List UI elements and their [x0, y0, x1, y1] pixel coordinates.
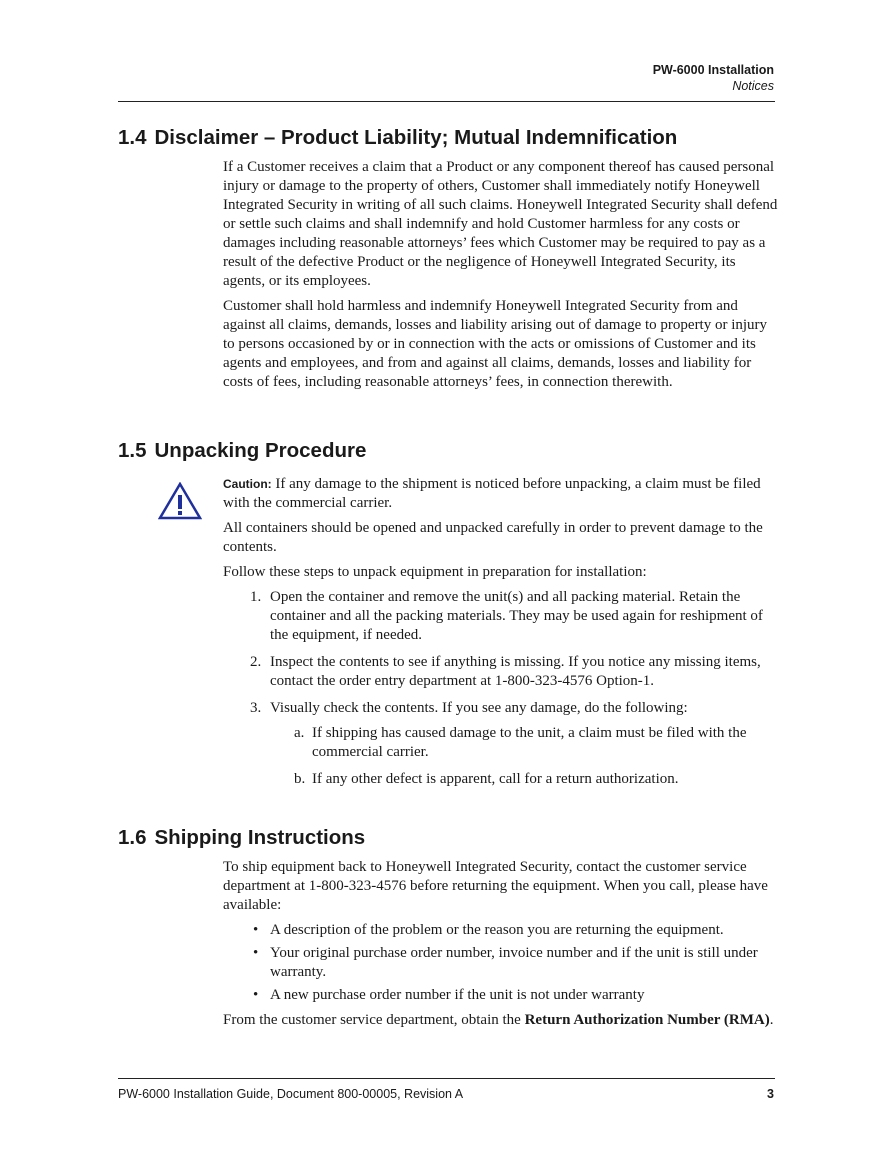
list-item — [223, 588, 778, 645]
step-text: Open the container and remove the unit(s) and all packing material. Retain the container and all the packing materials. They may be used again for reshipment of the equipment, if needed. — [270, 589, 763, 643]
section-heading-shipping — [118, 826, 365, 850]
bullet-marker: • — [253, 987, 259, 1003]
bullet-text: A new purchase order number if the unit is not under warranty — [270, 987, 645, 1003]
substep-marker: b. — [294, 771, 306, 787]
substep-text: If any other defect is apparent, call for a return authorization. — [312, 771, 679, 787]
list-item — [223, 699, 778, 789]
paragraph: Customer shall hold harmless and indemnify Honeywell Integrated Security from and against all claims, demands, losses and liability arising out of damage to property or injury to persons occasioned by or in connection with the acts or omissions of Customer and its agents and employees, and from and against all claims, demands, losses and liability for costs of fees, including reasonable attorneys’ fees, in connection therewith. — [223, 298, 768, 390]
header-title: PW-6000 Installation — [652, 63, 774, 77]
caution-note — [223, 475, 778, 513]
unpacking-body — [223, 475, 778, 797]
section-title: Shipping Instructions — [154, 826, 366, 849]
closing-punctuation: . — [769, 1012, 774, 1028]
caution-label: Caution: — [223, 477, 272, 491]
warning-triangle-icon — [158, 482, 202, 520]
section-heading-unpacking — [118, 439, 366, 463]
bullet-text: A description of the problem or the reason you are returning the equipment. — [270, 922, 724, 938]
section-heading-disclaimer — [118, 126, 677, 150]
step-marker: 3. — [250, 700, 262, 716]
paragraph: To ship equipment back to Honeywell Integrated Security, contact the customer service department at 1-800-323-4576 before returning the equipment. When you call, please have available: — [223, 859, 768, 913]
section-number: 1.5 — [118, 439, 147, 462]
list-item — [270, 724, 778, 762]
header-rule — [118, 101, 775, 102]
list-item — [223, 944, 778, 982]
step-text: Visually check the contents. If you see any damage, do the following: — [270, 700, 688, 716]
caution-text: If any damage to the shipment is noticed before unpacking, a claim must be filed with the commercial carrier. — [223, 476, 761, 511]
section-number: 1.4 — [118, 126, 147, 149]
section-title: Unpacking Procedure — [154, 439, 367, 462]
list-item — [223, 653, 778, 691]
bullet-marker: • — [253, 945, 259, 961]
bullet-text: Your original purchase order number, invoice number and if the unit is still under warranty. — [270, 945, 758, 980]
footer-rule — [118, 1078, 775, 1079]
paragraph: Follow these steps to unpack equipment in preparation for installation: — [223, 564, 647, 580]
shipping-body — [223, 858, 778, 1036]
footer-document-title: PW-6000 Installation Guide, Document 800-00005, Revision A — [118, 1087, 464, 1101]
damage-substeps — [270, 724, 778, 789]
list-item — [223, 986, 778, 1005]
rma-term: Return Authorization Number (RMA) — [524, 1012, 770, 1028]
running-header — [653, 62, 774, 94]
shipping-checklist — [223, 921, 778, 1005]
closing-paragraph — [223, 1011, 778, 1030]
step-text: Inspect the contents to see if anything is missing. If you notice any missing items, contact the order entry department at 1-800-323-4576 Option-1. — [270, 654, 761, 689]
bullet-marker: • — [253, 922, 259, 938]
step-marker: 1. — [250, 589, 262, 605]
step-marker: 2. — [250, 654, 262, 670]
unpacking-steps — [223, 588, 778, 789]
list-item — [270, 770, 778, 789]
closing-text: From the customer service department, obtain the — [223, 1012, 525, 1028]
substep-marker: a. — [294, 725, 305, 741]
list-item — [223, 921, 778, 940]
substep-text: If shipping has caused damage to the unit, a claim must be filed with the commercial carrier. — [312, 725, 747, 760]
paragraph: All containers should be opened and unpacked carefully in order to prevent damage to the contents. — [223, 520, 763, 555]
paragraph: If a Customer receives a claim that a Product or any component thereof has caused personal injury or damage to the property of others, Customer shall immediately notify Honeywell Integrated Security in writing of all such claims. Honeywell Integrated Security shall defend or settle such claims and shall indemnify and hold Customer harmless for any costs or damages including reasonable attorneys’ fees which Customer may be required to pay as a result of the defective Product or the negligence of Honeywell Integrated Security, its agents, or its employees. — [223, 159, 778, 289]
section-number: 1.6 — [118, 826, 147, 849]
page-number: 3 — [767, 1087, 774, 1101]
disclaimer-body — [223, 158, 778, 398]
header-subtitle: Notices — [732, 79, 774, 93]
section-title: Disclaimer – Product Liability; Mutual Indemnification — [154, 126, 678, 149]
